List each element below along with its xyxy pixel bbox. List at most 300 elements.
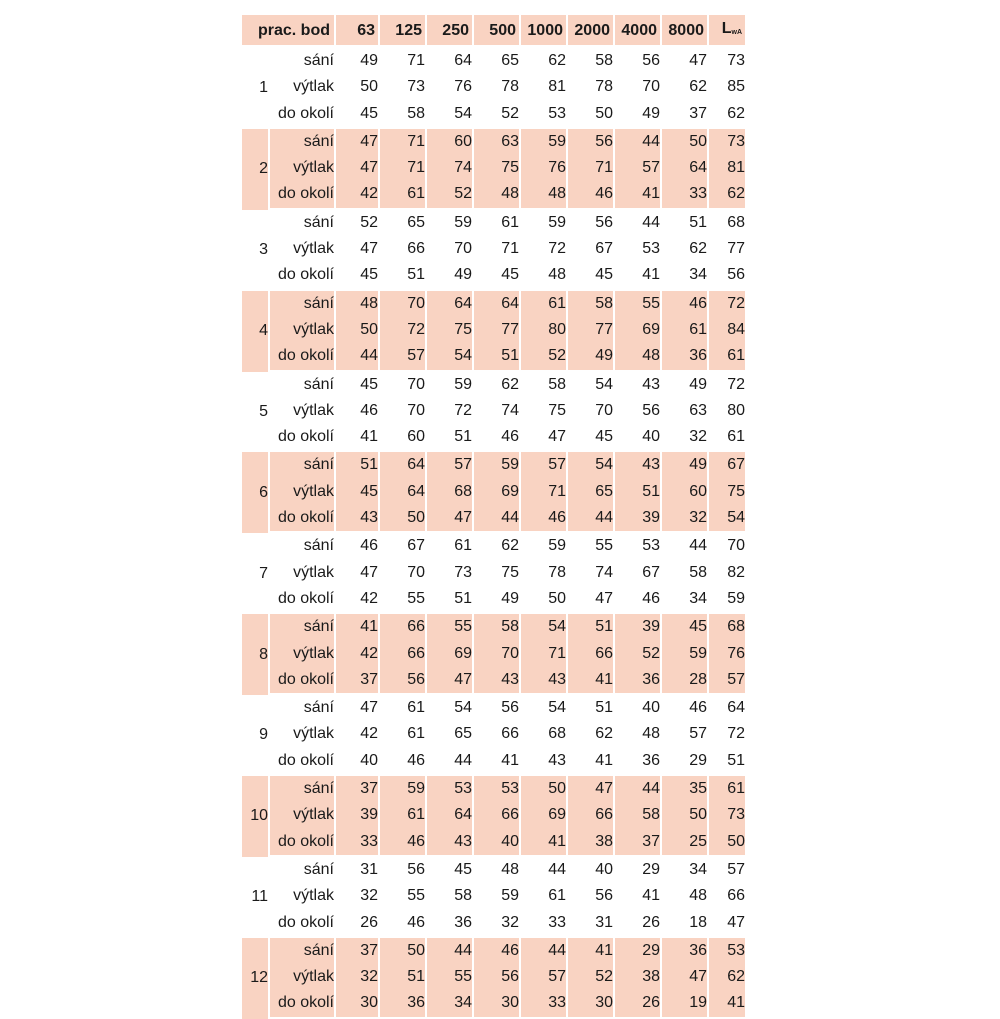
working-point-number: 9 — [259, 726, 268, 744]
level-value: 56 — [407, 860, 425, 878]
level-value: 50 — [662, 129, 707, 155]
level-value: 71 — [568, 155, 613, 181]
level-value: 64 — [427, 802, 472, 828]
level-value: 47 — [662, 964, 707, 990]
level-value: 59 — [501, 887, 519, 905]
measurement-type: sání — [270, 776, 334, 802]
level-value: 66 — [474, 802, 519, 828]
lwa-value: 80 — [727, 401, 745, 419]
level-value: 45 — [568, 262, 613, 290]
level-value: 51 — [380, 964, 425, 990]
table-row — [242, 291, 745, 317]
level-value: 65 — [454, 725, 472, 743]
level-value: 75 — [501, 563, 519, 581]
level-value: 60 — [380, 424, 425, 452]
working-point-number: 2 — [242, 129, 268, 210]
level-value: 71 — [380, 155, 425, 181]
header-lwa — [709, 15, 745, 48]
working-point-number: 8 — [242, 614, 268, 695]
level-value: 29 — [662, 748, 707, 776]
lwa-value: 41 — [709, 990, 745, 1018]
measurement-type: sání — [303, 375, 334, 393]
level-value: 81 — [548, 78, 566, 96]
level-value: 71 — [521, 479, 566, 505]
level-value: 62 — [689, 240, 707, 258]
level-value: 56 — [568, 129, 613, 155]
table-row — [242, 74, 745, 100]
level-value: 52 — [360, 213, 378, 231]
level-value: 32 — [360, 887, 378, 905]
header-lwa-main: L — [721, 20, 732, 37]
measurement-type: sání — [303, 860, 334, 878]
measurement-type: do okolí — [270, 667, 334, 695]
measurement-type: sání — [303, 699, 334, 717]
level-value: 64 — [427, 291, 472, 317]
level-value: 64 — [662, 155, 707, 181]
level-value: 66 — [380, 641, 425, 667]
level-value: 41 — [474, 748, 519, 776]
level-value: 44 — [568, 505, 613, 533]
level-value: 49 — [568, 343, 613, 371]
level-value: 62 — [548, 52, 566, 69]
level-value: 70 — [407, 401, 425, 419]
level-value: 46 — [380, 748, 425, 776]
level-value: 49 — [360, 52, 378, 69]
lwa-value: 62 — [709, 181, 745, 209]
level-value: 61 — [380, 802, 425, 828]
level-value: 70 — [642, 78, 660, 96]
level-value: 32 — [662, 424, 707, 452]
level-value: 39 — [336, 802, 378, 828]
level-value: 44 — [427, 938, 472, 964]
level-value: 50 — [521, 776, 566, 802]
header-row — [242, 15, 745, 48]
level-value: 40 — [474, 829, 519, 857]
level-value: 62 — [501, 375, 519, 393]
level-value: 53 — [642, 240, 660, 258]
level-value: 41 — [336, 614, 378, 640]
level-value: 47 — [521, 424, 566, 452]
header-freq-500: 500 — [474, 15, 519, 48]
level-value: 75 — [548, 401, 566, 419]
level-value: 70 — [407, 375, 425, 393]
table-row — [242, 857, 745, 883]
level-value: 63 — [474, 129, 519, 155]
header-freq-63: 63 — [336, 15, 378, 48]
level-value: 40 — [595, 860, 613, 878]
level-value: 71 — [407, 52, 425, 69]
measurement-type: do okolí — [270, 505, 334, 533]
level-value: 45 — [336, 479, 378, 505]
level-value: 54 — [454, 699, 472, 717]
level-value: 30 — [474, 990, 519, 1018]
level-value: 59 — [548, 537, 566, 555]
level-value: 36 — [380, 990, 425, 1018]
level-value: 48 — [521, 181, 566, 209]
measurement-type: sání — [270, 614, 334, 640]
level-value: 33 — [521, 910, 566, 938]
level-value: 36 — [662, 343, 707, 371]
table-row — [242, 614, 745, 640]
level-value: 57 — [689, 725, 707, 743]
working-point-number: 10 — [242, 776, 268, 857]
level-value: 50 — [380, 505, 425, 533]
level-value: 36 — [615, 667, 660, 695]
level-value: 74 — [427, 155, 472, 181]
level-value: 56 — [380, 667, 425, 695]
table-row — [242, 964, 745, 990]
level-value: 42 — [336, 181, 378, 209]
level-value: 75 — [427, 317, 472, 343]
level-value: 41 — [568, 667, 613, 695]
level-value: 31 — [568, 910, 613, 938]
level-value: 57 — [521, 452, 566, 478]
level-value: 40 — [336, 748, 378, 776]
lwa-value: 61 — [709, 424, 745, 452]
level-value: 26 — [615, 990, 660, 1018]
level-value: 51 — [689, 213, 707, 231]
level-value: 38 — [568, 829, 613, 857]
level-value: 37 — [662, 101, 707, 129]
header-freq-125: 125 — [380, 15, 425, 48]
lwa-value: 72 — [727, 375, 745, 393]
level-value: 51 — [427, 586, 472, 614]
level-value: 47 — [427, 667, 472, 695]
level-value: 70 — [595, 401, 613, 419]
level-value: 59 — [548, 213, 566, 231]
level-value: 64 — [454, 52, 472, 69]
lwa-value: 85 — [727, 78, 745, 96]
level-value: 46 — [568, 181, 613, 209]
level-value: 46 — [521, 505, 566, 533]
level-value: 46 — [380, 910, 425, 938]
level-value: 69 — [615, 317, 660, 343]
table-header — [242, 15, 745, 48]
lwa-value: 64 — [727, 699, 745, 717]
lwa-value: 56 — [709, 262, 745, 290]
level-value: 43 — [615, 452, 660, 478]
measurement-type: výtlak — [270, 802, 334, 828]
lwa-value: 84 — [709, 317, 745, 343]
measurement-type: do okolí — [270, 181, 334, 209]
table-row — [242, 372, 745, 398]
table-row — [242, 236, 745, 262]
lwa-value: 76 — [709, 641, 745, 667]
level-value: 32 — [336, 964, 378, 990]
level-value: 52 — [427, 181, 472, 209]
level-value: 42 — [336, 586, 378, 614]
measurement-type: výtlak — [270, 479, 334, 505]
measurement-type: výtlak — [293, 563, 334, 581]
level-value: 32 — [662, 505, 707, 533]
level-value: 40 — [642, 699, 660, 717]
level-value: 52 — [521, 343, 566, 371]
level-value: 58 — [548, 375, 566, 393]
level-value: 74 — [501, 401, 519, 419]
level-value: 64 — [474, 291, 519, 317]
level-value: 45 — [336, 262, 378, 290]
level-value: 26 — [336, 910, 378, 938]
lwa-value: 50 — [709, 829, 745, 857]
level-value: 57 — [380, 343, 425, 371]
table-row — [242, 533, 745, 559]
table-row — [242, 210, 745, 236]
level-value: 50 — [662, 802, 707, 828]
level-value: 39 — [615, 505, 660, 533]
level-value: 57 — [521, 964, 566, 990]
level-value: 55 — [427, 964, 472, 990]
level-value: 61 — [501, 213, 519, 231]
table-row — [242, 181, 745, 209]
table-row — [242, 505, 745, 533]
level-value: 69 — [474, 479, 519, 505]
level-value: 60 — [662, 479, 707, 505]
table-row — [242, 129, 745, 155]
level-value: 48 — [474, 181, 519, 209]
level-value: 50 — [521, 586, 566, 614]
level-value: 58 — [689, 563, 707, 581]
level-value: 41 — [615, 262, 660, 290]
level-value: 45 — [336, 101, 378, 129]
level-value: 56 — [595, 213, 613, 231]
level-value: 46 — [474, 424, 519, 452]
level-value: 44 — [474, 505, 519, 533]
table-row — [242, 560, 745, 586]
level-value: 64 — [380, 452, 425, 478]
level-value: 49 — [615, 101, 660, 129]
level-value: 18 — [662, 910, 707, 938]
header-freq-4000: 4000 — [615, 15, 660, 48]
level-value: 51 — [474, 343, 519, 371]
working-point-number: 12 — [242, 938, 268, 1019]
level-value: 58 — [568, 291, 613, 317]
lwa-value: 81 — [709, 155, 745, 181]
level-value: 34 — [689, 860, 707, 878]
lwa-value: 68 — [727, 213, 745, 231]
lwa-value: 47 — [709, 910, 745, 938]
level-value: 43 — [427, 829, 472, 857]
level-value: 61 — [662, 317, 707, 343]
lwa-value: 61 — [709, 776, 745, 802]
table-row — [242, 262, 745, 290]
measurement-type: do okolí — [270, 829, 334, 857]
level-value: 48 — [336, 291, 378, 317]
level-value: 62 — [501, 537, 519, 555]
level-value: 65 — [501, 52, 519, 69]
level-value: 47 — [689, 52, 707, 69]
level-value: 72 — [454, 401, 472, 419]
table-row — [242, 667, 745, 695]
level-value: 35 — [662, 776, 707, 802]
level-value: 50 — [568, 101, 613, 129]
measurement-type: do okolí — [270, 748, 334, 776]
level-value: 45 — [568, 424, 613, 452]
level-value: 47 — [568, 586, 613, 614]
level-value: 44 — [548, 860, 566, 878]
level-value: 70 — [454, 240, 472, 258]
level-value: 57 — [427, 452, 472, 478]
table-row — [242, 829, 745, 857]
level-value: 46 — [662, 291, 707, 317]
level-value: 61 — [454, 537, 472, 555]
level-value: 46 — [360, 401, 378, 419]
level-value: 77 — [474, 317, 519, 343]
level-value: 47 — [336, 155, 378, 181]
level-value: 46 — [689, 699, 707, 717]
lwa-value: 68 — [709, 614, 745, 640]
level-value: 78 — [548, 563, 566, 581]
table-row — [242, 398, 745, 424]
table-row — [242, 883, 745, 909]
table-row — [242, 938, 745, 964]
level-value: 67 — [595, 240, 613, 258]
table-row — [242, 641, 745, 667]
level-value: 55 — [380, 586, 425, 614]
level-value: 51 — [427, 424, 472, 452]
level-value: 47 — [427, 505, 472, 533]
measurement-type: sání — [303, 52, 334, 69]
working-point-number: 7 — [259, 564, 268, 582]
measurement-type: do okolí — [270, 990, 334, 1018]
level-value: 52 — [615, 641, 660, 667]
level-value: 48 — [521, 262, 566, 290]
level-value: 30 — [336, 990, 378, 1018]
level-value: 47 — [360, 563, 378, 581]
level-value: 44 — [521, 938, 566, 964]
level-value: 37 — [336, 776, 378, 802]
level-value: 37 — [336, 938, 378, 964]
level-value: 55 — [427, 614, 472, 640]
level-value: 46 — [615, 586, 660, 614]
table-row — [242, 48, 745, 74]
level-value: 44 — [427, 748, 472, 776]
level-value: 61 — [407, 725, 425, 743]
level-value: 75 — [474, 155, 519, 181]
lwa-value: 59 — [709, 586, 745, 614]
level-value: 50 — [336, 317, 378, 343]
level-value: 55 — [407, 887, 425, 905]
level-value: 71 — [380, 129, 425, 155]
header-working-point: prac. bod — [242, 15, 334, 48]
working-point-number: 3 — [259, 241, 268, 259]
table-row — [242, 479, 745, 505]
level-value: 54 — [548, 699, 566, 717]
level-value: 51 — [568, 614, 613, 640]
level-value: 45 — [454, 860, 472, 878]
level-value: 69 — [521, 802, 566, 828]
working-point-number: 4 — [242, 291, 268, 372]
working-point-number: 1 — [259, 79, 268, 97]
level-value: 55 — [595, 537, 613, 555]
level-value: 33 — [662, 181, 707, 209]
level-value: 58 — [474, 614, 519, 640]
level-value: 76 — [454, 78, 472, 96]
level-value: 80 — [521, 317, 566, 343]
level-value: 36 — [662, 938, 707, 964]
level-value: 67 — [642, 563, 660, 581]
level-value: 56 — [642, 52, 660, 69]
table-row — [242, 155, 745, 181]
measurement-type: sání — [270, 452, 334, 478]
measurement-type: sání — [270, 938, 334, 964]
lwa-value: 57 — [709, 667, 745, 695]
table-row — [242, 586, 745, 614]
level-value: 59 — [380, 776, 425, 802]
level-value: 41 — [336, 424, 378, 452]
level-value: 49 — [427, 262, 472, 290]
working-point-number: 5 — [259, 402, 268, 420]
level-value: 72 — [380, 317, 425, 343]
level-value: 78 — [501, 78, 519, 96]
level-value: 52 — [474, 101, 519, 129]
measurement-type: výtlak — [270, 964, 334, 990]
level-value: 43 — [642, 375, 660, 393]
level-value: 54 — [427, 101, 472, 129]
lwa-value: 67 — [709, 452, 745, 478]
table-row — [242, 721, 745, 747]
level-value: 59 — [662, 641, 707, 667]
level-value: 42 — [360, 725, 378, 743]
level-value: 47 — [336, 129, 378, 155]
table-row — [242, 101, 745, 129]
level-value: 54 — [521, 614, 566, 640]
lwa-value: 82 — [727, 563, 745, 581]
table-row — [242, 343, 745, 371]
level-value: 60 — [427, 129, 472, 155]
measurement-type: do okolí — [270, 910, 334, 938]
level-value: 58 — [615, 802, 660, 828]
measurement-type: do okolí — [270, 586, 334, 614]
level-value: 31 — [360, 860, 378, 878]
measurement-type: výtlak — [293, 78, 334, 96]
lwa-value: 73 — [709, 802, 745, 828]
table-row — [242, 910, 745, 938]
level-value: 48 — [615, 343, 660, 371]
level-value: 59 — [454, 213, 472, 231]
lwa-value: 57 — [727, 860, 745, 878]
level-value: 53 — [521, 101, 566, 129]
level-value: 53 — [427, 776, 472, 802]
measurement-type: výtlak — [293, 887, 334, 905]
level-value: 56 — [501, 699, 519, 717]
level-value: 66 — [380, 614, 425, 640]
lwa-value: 72 — [709, 291, 745, 317]
measurement-type: výtlak — [293, 401, 334, 419]
header-freq-8000: 8000 — [662, 15, 707, 48]
level-value: 56 — [595, 887, 613, 905]
table-row — [242, 424, 745, 452]
level-value: 56 — [642, 401, 660, 419]
lwa-value: 62 — [709, 964, 745, 990]
level-value: 66 — [501, 725, 519, 743]
level-value: 62 — [689, 78, 707, 96]
table-row — [242, 317, 745, 343]
level-value: 59 — [521, 129, 566, 155]
level-value: 39 — [615, 614, 660, 640]
level-value: 40 — [615, 424, 660, 452]
level-value: 65 — [568, 479, 613, 505]
level-value: 72 — [548, 240, 566, 258]
level-value: 28 — [662, 667, 707, 695]
level-value: 58 — [454, 887, 472, 905]
level-value: 59 — [474, 452, 519, 478]
table-body — [242, 48, 745, 1019]
header-freq-250: 250 — [427, 15, 472, 48]
header-freq-2000: 2000 — [568, 15, 613, 48]
level-value: 66 — [407, 240, 425, 258]
level-value: 50 — [380, 938, 425, 964]
noise-table-wrapper — [240, 15, 747, 1019]
